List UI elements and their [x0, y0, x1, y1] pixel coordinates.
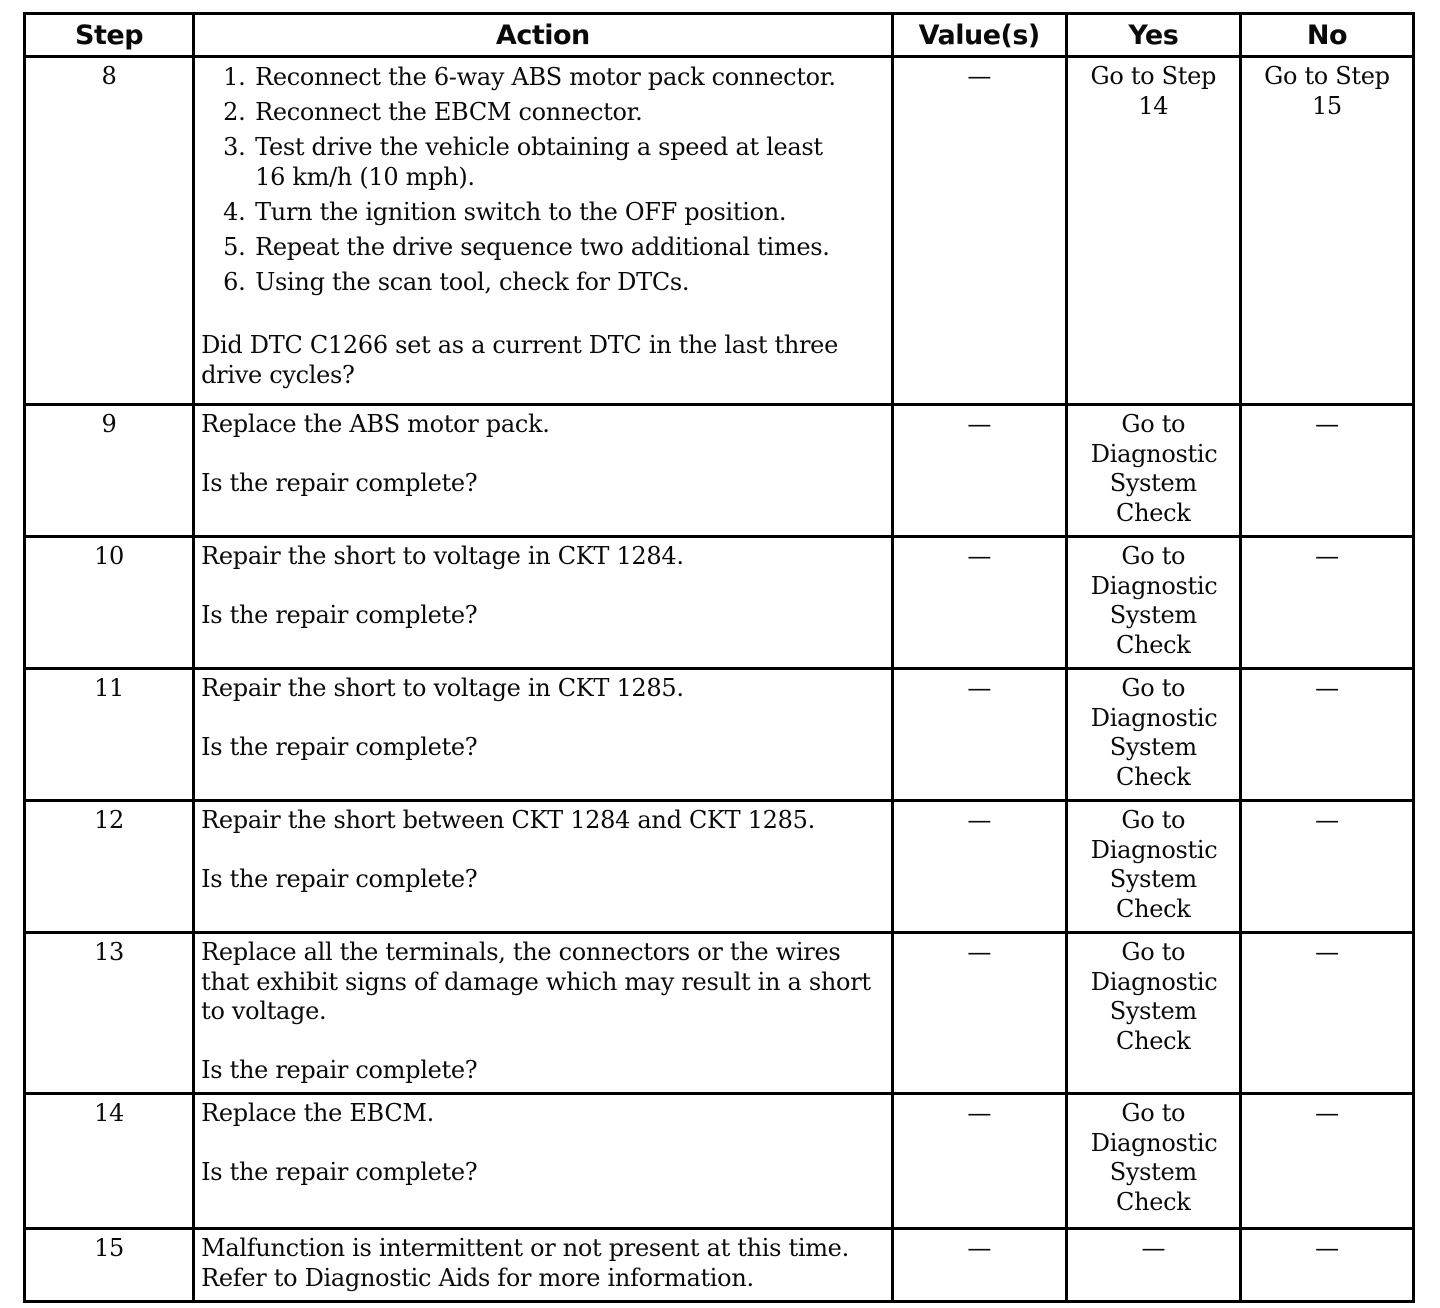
- step-number: 14: [25, 1094, 194, 1229]
- action-cell: [194, 1229, 893, 1302]
- action-cell: [194, 537, 893, 669]
- action-text: Repair the short to voltage in CKT 1284.: [201, 542, 684, 570]
- action-step: 1. Reconnect the 6-way ABS motor pack connector.: [223, 63, 836, 91]
- action-question: Is the repair complete?: [201, 732, 478, 761]
- value-cell: —: [892, 669, 1066, 801]
- action-question: Is the repair complete?: [201, 468, 478, 497]
- action-cell: [194, 405, 893, 537]
- step-number: 12: [25, 801, 194, 933]
- step-number: 11: [25, 669, 194, 801]
- value-cell: —: [892, 57, 1066, 405]
- table-row: [25, 405, 1414, 537]
- action-question: Is the repair complete?: [201, 864, 478, 893]
- value-cell: —: [892, 1094, 1066, 1229]
- action-text: Replace the EBCM.: [201, 1099, 434, 1127]
- action-question: Is the repair complete?: [201, 1157, 478, 1186]
- action-cell: [194, 57, 893, 405]
- value-cell: —: [892, 537, 1066, 669]
- table-row: [25, 57, 1414, 405]
- no-cell: —: [1240, 801, 1413, 933]
- yes-cell: Go to Diagnostic System Check: [1066, 801, 1240, 933]
- action-text: Repair the short between CKT 1284 and CKT 1285.: [201, 806, 815, 834]
- header-no: No: [1240, 14, 1413, 57]
- no-cell: —: [1240, 537, 1413, 669]
- step-number: 15: [25, 1229, 194, 1302]
- action-step: 3. Test drive the vehicle obtaining a speed at least 16 km/h (10 mph).: [223, 133, 823, 191]
- table-row: [25, 537, 1414, 669]
- action-step: 6. Using the scan tool, check for DTCs.: [223, 268, 690, 296]
- action-question: Is the repair complete?: [201, 1055, 478, 1084]
- action-text: Replace all the terminals, the connectors or the wires that exhibit signs of damage which may result in a short to voltage.: [201, 938, 871, 1025]
- action-step: 2. Reconnect the EBCM connector.: [223, 98, 643, 126]
- action-cell: [194, 933, 893, 1094]
- action-text: Malfunction is intermittent or not present at this time. Refer to Diagnostic Aids for more information.: [201, 1234, 849, 1292]
- action-question: Is the repair complete?: [201, 600, 478, 629]
- action-cell: [194, 669, 893, 801]
- yes-cell: Go to Step 14: [1066, 57, 1240, 405]
- step-number: 13: [25, 933, 194, 1094]
- action-text: Repair the short to voltage in CKT 1285.: [201, 674, 684, 702]
- value-cell: —: [892, 405, 1066, 537]
- table-row: [25, 933, 1414, 1094]
- no-cell: —: [1240, 405, 1413, 537]
- action-step: 4. Turn the ignition switch to the OFF position.: [223, 198, 787, 226]
- step-number: 10: [25, 537, 194, 669]
- header-action: Action: [194, 14, 893, 57]
- table-row: [25, 669, 1414, 801]
- value-cell: —: [892, 1229, 1066, 1302]
- no-cell: Go to Step 15: [1240, 57, 1413, 405]
- header-step: Step: [25, 14, 194, 57]
- action-steps-list: [223, 62, 883, 297]
- diagnostic-table: [23, 12, 1415, 1303]
- value-cell: —: [892, 933, 1066, 1094]
- action-question: Did DTC C1266 set as a current DTC in the last three drive cycles?: [201, 331, 838, 389]
- value-cell: —: [892, 801, 1066, 933]
- header-row: [25, 14, 1414, 57]
- step-number: 9: [25, 405, 194, 537]
- step-number: 8: [25, 57, 194, 405]
- yes-cell: —: [1066, 1229, 1240, 1302]
- no-cell: —: [1240, 669, 1413, 801]
- action-cell: [194, 801, 893, 933]
- header-values: Value(s): [892, 14, 1066, 57]
- action-step: 5. Repeat the drive sequence two additional times.: [223, 233, 830, 261]
- action-cell: [194, 1094, 893, 1229]
- yes-cell: Go to Diagnostic System Check: [1066, 1094, 1240, 1229]
- action-text: Replace the ABS motor pack.: [201, 410, 550, 438]
- yes-cell: Go to Diagnostic System Check: [1066, 537, 1240, 669]
- yes-cell: Go to Diagnostic System Check: [1066, 669, 1240, 801]
- no-cell: —: [1240, 1094, 1413, 1229]
- yes-cell: Go to Diagnostic System Check: [1066, 933, 1240, 1094]
- header-yes: Yes: [1066, 14, 1240, 57]
- table-row: [25, 1094, 1414, 1229]
- table-row: [25, 1229, 1414, 1302]
- yes-cell: Go to Diagnostic System Check: [1066, 405, 1240, 537]
- table-row: [25, 801, 1414, 933]
- no-cell: —: [1240, 933, 1413, 1094]
- no-cell: —: [1240, 1229, 1413, 1302]
